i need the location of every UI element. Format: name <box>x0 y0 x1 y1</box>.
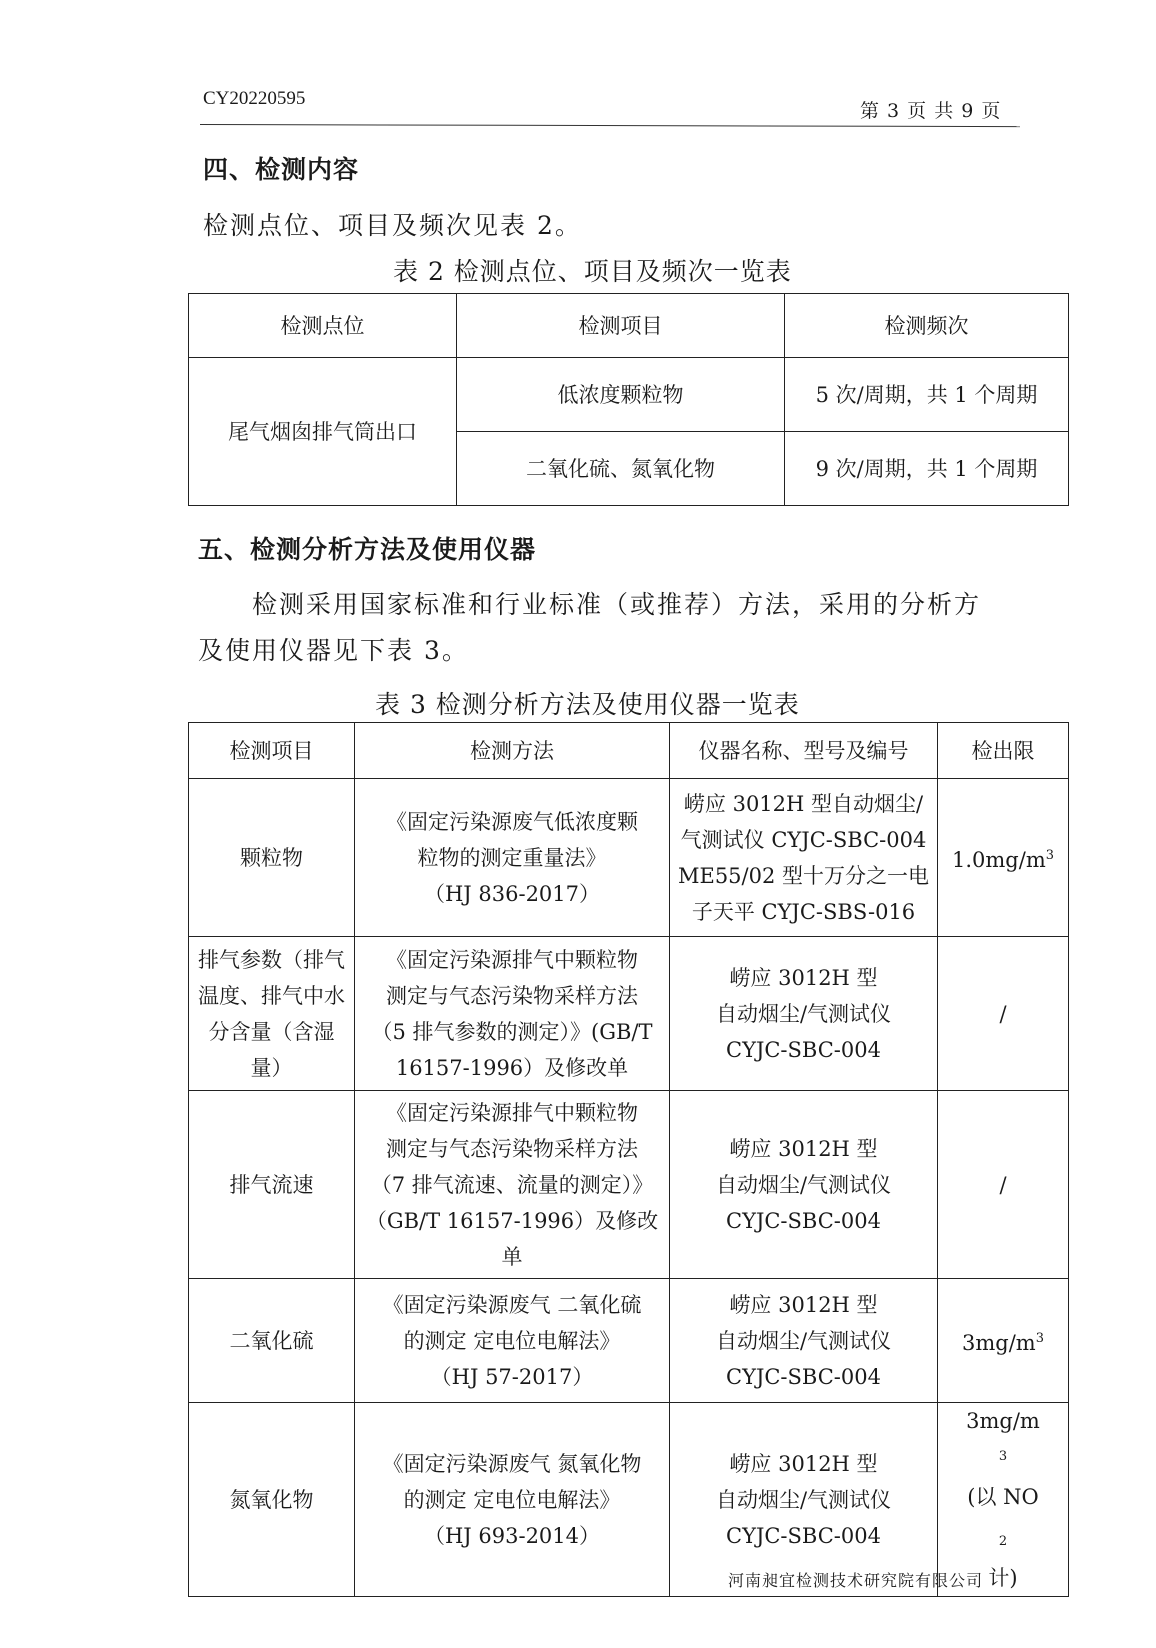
instrument-line: 崂应 3012H 型 <box>729 965 878 990</box>
method-line: 《固定污染源废气 二氧化硫 <box>382 1292 642 1317</box>
instrument-line: CYJC-SBC-004 <box>726 1208 881 1233</box>
table-3-method-cell <box>355 779 670 937</box>
instrument-line: 自动烟尘/气测试仪 <box>715 1172 892 1197</box>
instrument-line: 崂应 3012H 型自动烟尘/ <box>683 791 924 816</box>
method-line: 测定与气态污染物采样方法 <box>386 983 638 1008</box>
table-3-item-cell: 二氧化硫 <box>189 1279 355 1403</box>
method-line: 《固定污染源废气低浓度颗 <box>386 809 638 834</box>
table-3-method-cell <box>355 937 670 1091</box>
table-2-location-cell: 尾气烟囱排气筒出口 <box>189 358 457 506</box>
table-3-method-cell <box>355 1403 670 1597</box>
table-3-item-cell: 排气流速 <box>189 1091 355 1279</box>
table-3-limit-cell: / <box>938 937 1069 1091</box>
limit-value: 3mg/m <box>962 1330 1036 1355</box>
company-name: 河南昶宜检测技术研究院有限公司 <box>728 1571 984 1590</box>
instrument-line: 气测试仪 CYJC-SBC-004 <box>680 827 927 852</box>
table-3-caption: 表 3 检测分析方法及使用仪器一览表 <box>375 690 800 719</box>
table-2-caption: 表 2 检测点位、项目及频次一览表 <box>393 257 792 286</box>
item-line: 温度、排气中水 <box>198 983 345 1008</box>
table-3-instrument-cell <box>670 1091 938 1279</box>
table-3-header-row <box>189 723 1069 779</box>
method-line: 单 <box>501 1244 523 1269</box>
table-2-header-frequency: 检测频次 <box>785 294 1069 358</box>
method-line: 16157-1996）及修改单 <box>395 1055 629 1080</box>
limit-superscript: 3 <box>1035 1330 1044 1346</box>
table-3-header-instrument: 仪器名称、型号及编号 <box>670 723 938 779</box>
method-line: 的测定 定电位电解法》 <box>403 1328 621 1353</box>
limit-note-pre: (以 NO <box>967 1485 1039 1509</box>
table-3-limit-cell: / <box>938 1091 1069 1279</box>
instrument-line: 自动烟尘/气测试仪 <box>715 1001 892 1026</box>
instrument-line: 自动烟尘/气测试仪 <box>715 1328 892 1353</box>
instrument-line: CYJC-SBC-004 <box>726 1523 881 1548</box>
table-3-header-method: 检测方法 <box>355 723 670 779</box>
method-line: 《固定污染源排气中颗粒物 <box>386 947 638 972</box>
table-3-item-cell: 颗粒物 <box>189 779 355 937</box>
limit-value: 3mg/m <box>966 1409 1040 1433</box>
table-2-item-cell: 二氧化硫、氮氧化物 <box>457 432 785 506</box>
limit-value: 1.0mg/m <box>951 847 1046 872</box>
table-2-header-row <box>189 294 1069 358</box>
table-3-method-cell <box>355 1279 670 1403</box>
instrument-line: 子天平 CYJC-SBS-016 <box>691 899 916 924</box>
table-3 <box>188 722 1069 1597</box>
table-2-header-location: 检测点位 <box>189 294 457 358</box>
method-line: （5 排气参数的测定）》(GB/T <box>371 1019 653 1044</box>
method-line: （7 排气流速、流量的测定）》 <box>370 1172 654 1197</box>
page-number: 第 3 页 共 9 页 <box>860 100 1002 122</box>
table-3-instrument-cell <box>670 1279 938 1403</box>
table-3-item-cell <box>189 937 355 1091</box>
method-line: 粒物的测定重量法》 <box>417 845 607 870</box>
method-line: 的测定 定电位电解法》 <box>403 1487 621 1512</box>
table-3-limit-cell <box>938 779 1069 937</box>
table-3-header-item: 检测项目 <box>189 723 355 779</box>
table-3-limit-cell <box>938 1279 1069 1403</box>
method-line: 《固定污染源废气 氮氧化物 <box>382 1451 642 1476</box>
table-row <box>189 358 1069 432</box>
section-4-title: 四、检测内容 <box>203 155 360 184</box>
method-line: （HJ 693-2014） <box>423 1523 601 1548</box>
limit-note-subscript: 2 <box>998 1534 1008 1550</box>
table-3-instrument-cell <box>670 937 938 1091</box>
limit-line <box>941 1403 1065 1479</box>
method-line: （HJ 57-2017） <box>430 1364 594 1389</box>
table-2-frequency-cell: 5 次/周期，共 1 个周期 <box>785 358 1069 432</box>
item-line: 分含量（含湿 <box>208 1019 335 1044</box>
instrument-line: 崂应 3012H 型 <box>729 1451 878 1476</box>
method-line: 《固定污染源排气中颗粒物 <box>386 1100 638 1125</box>
method-line: 测定与气态污染物采样方法 <box>386 1136 638 1161</box>
section-4-intro: 检测点位、项目及频次见表 2。 <box>203 211 582 240</box>
table-2 <box>188 293 1069 506</box>
table-row <box>189 937 1069 1091</box>
method-line: （GB/T 16157-1996）及修改 <box>365 1208 659 1233</box>
instrument-line: 崂应 3012H 型 <box>729 1136 878 1161</box>
table-2-frequency-cell: 9 次/周期，共 1 个周期 <box>785 432 1069 506</box>
section-5-title: 五、检测分析方法及使用仪器 <box>198 535 537 564</box>
table-row <box>189 1279 1069 1403</box>
table-3-item-cell: 氮氧化物 <box>189 1403 355 1597</box>
header-divider <box>200 124 1020 127</box>
item-line: 排气参数（排气 <box>198 947 345 972</box>
instrument-line: ME55/02 型十万分之一电 <box>677 863 930 888</box>
instrument-line: 崂应 3012H 型 <box>729 1292 878 1317</box>
item-line: 量） <box>250 1055 293 1080</box>
section-5-para-line-1: 检测采用国家标准和行业标准（或推荐）方法，采用的分析方 <box>252 590 982 619</box>
table-3-method-cell <box>355 1091 670 1279</box>
table-3-header-limit: 检出限 <box>938 723 1069 779</box>
section-5-para-line-2: 及使用仪器见下表 3。 <box>198 636 469 665</box>
limit-superscript: 3 <box>998 1449 1008 1464</box>
report-code: CY20220595 <box>203 88 306 109</box>
table-row <box>189 779 1069 937</box>
limit-superscript: 3 <box>1045 847 1055 863</box>
table-2-item-cell: 低浓度颗粒物 <box>457 358 785 432</box>
instrument-line: CYJC-SBC-004 <box>726 1364 881 1389</box>
table-2-header-item: 检测项目 <box>457 294 785 358</box>
instrument-line: CYJC-SBC-004 <box>726 1037 881 1062</box>
method-line: （HJ 836-2017） <box>423 881 601 906</box>
table-3-instrument-cell <box>670 779 938 937</box>
table-row <box>189 1091 1069 1279</box>
limit-note-post: 计) <box>988 1566 1018 1591</box>
instrument-line: 自动烟尘/气测试仪 <box>715 1487 892 1512</box>
